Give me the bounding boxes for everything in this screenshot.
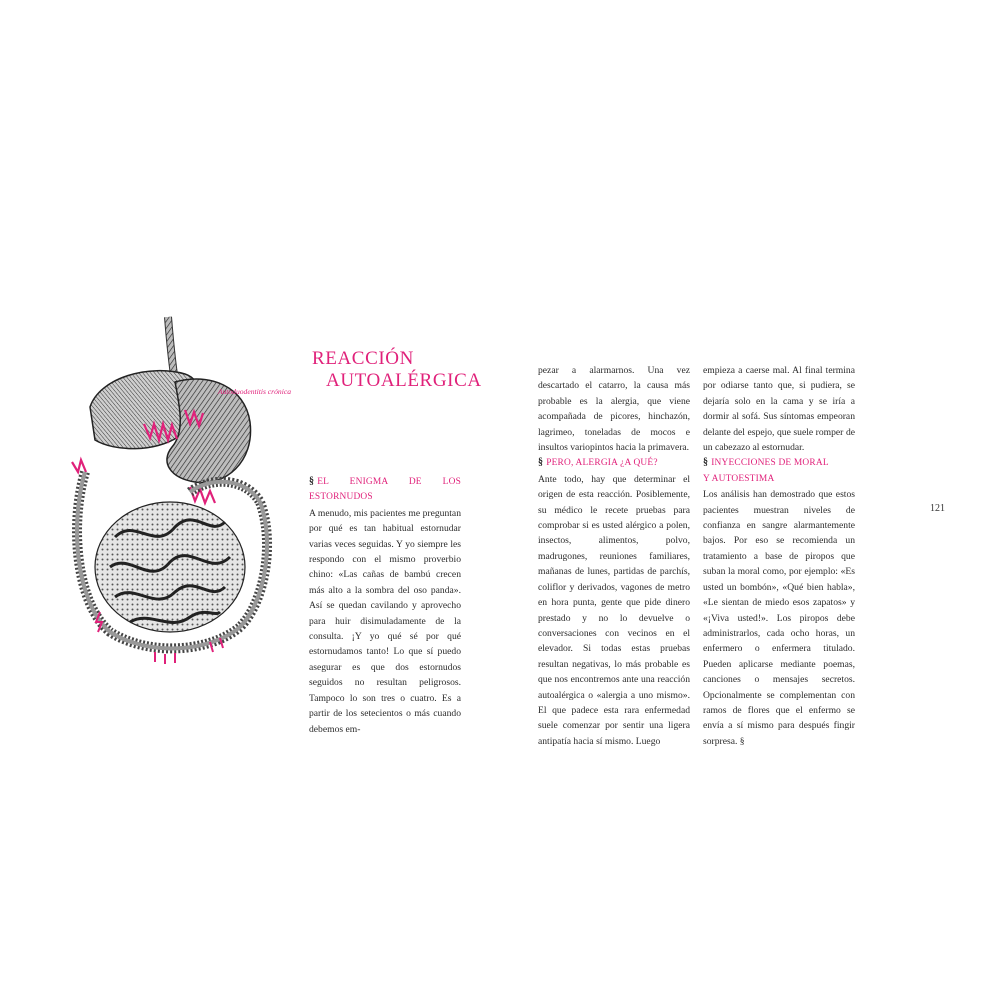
title-line-2: AUTOALÉRGICA xyxy=(326,370,482,391)
section-body: Los análisis han demostrado que estos pacientes muestran niveles de confianza en sangre alarmantemente bajos. Por eso se recomienda un tratamiento a base de piropos que suban la moral como, por ejemplo: «Es usted un bombón», «Qué bien habla», «Le sientan de miedo esos zapatos» y «¡Viva usted!». Los piropos debe administrarlos, cada ocho horas, un enfermero o enfermera titulado. Pueden aplicarse mediante poemas, canciones o mensajes secretos. Opcionalmente se complementan con ramos de flores que el enfermo se envía a sí mismo para después fingir sorpresa. § xyxy=(703,489,855,747)
section-intro: pezar a alarmarnos. Una vez descartado el catarro, la causa más probable es la alergia, que viene acompañada de picores, hinchazón, lagrimeo, toneladas de mocos e insultos variopintos hacia la primavera. xyxy=(538,365,690,454)
text-column-2 xyxy=(538,363,690,749)
article-title xyxy=(312,348,482,392)
digestive-system-illustration xyxy=(60,312,310,692)
section-heading: § INYECCIONES DE MORAL Y AUTOESTIMA xyxy=(703,457,829,484)
title-line-1: REACCIÓN xyxy=(312,348,414,369)
section-heading: § EL ENIGMA DE LOS ESTORNUDOS xyxy=(309,476,461,503)
illustration-caption: Autoduodentitis crónica xyxy=(217,387,291,396)
text-column-3 xyxy=(703,363,855,749)
section-mark-icon: § xyxy=(538,457,544,469)
section-mark-icon: § xyxy=(703,457,709,469)
section-body: A menudo, mis pacientes me preguntan por qué es tan habitual estornudar varias veces seguidas. Y yo siempre les respondo con el mismo proverbio chino: «Las cañas de bambú crecen más alto a la sombra del oso panda». Así se quedan cavilando y aprovecho para huir disimuladamente de la consulta. ¡Y yo qué sé por qué estornudamos tanto! Lo que sí puedo asegurar es que dos estornudos seguidos no resultan peligrosos. Tampoco lo son tres o cuatro. Es a partir de los setecientos o más cuando debemos em- xyxy=(309,507,461,735)
text-column-1 xyxy=(309,474,461,737)
page-number: 121 xyxy=(930,503,945,514)
section-intro: empieza a caerse mal. Al final termina por odiarse tanto que, si pudiera, se dejaría solo en la cama y se iría a dormir al sofá. Sus síntomas empeoran delante del espejo, que suele romper de un cabezazo al estornudar. xyxy=(703,365,855,454)
section-body: Ante todo, hay que determinar el origen de esta reacción. Posiblemente, su médico le recete pruebas para comprobar si es usted alérgico a polen, insectos, alimentos, polvo, madrugones, reuniones familiares, mañanas de lunes, partidas de parchís, coliflor y derivados, vagones de metro en hora punta, gente que pide dinero prestado y no lo devuelve o conversaciones con vecinos en el elevador. Si todas estas pruebas resultan negativas, lo más probable es que nos encontremos ante una reacción autoalérgica o «alergia a uno mismo». El que padece esta rara enfermedad suele comenzar por sentir una ligera antipatía hacia sí mismo. Luego xyxy=(538,473,690,747)
section-mark-icon: § xyxy=(309,476,315,487)
section-heading: § PERO, ALERGIA ¿A QUÉ? xyxy=(538,457,658,469)
